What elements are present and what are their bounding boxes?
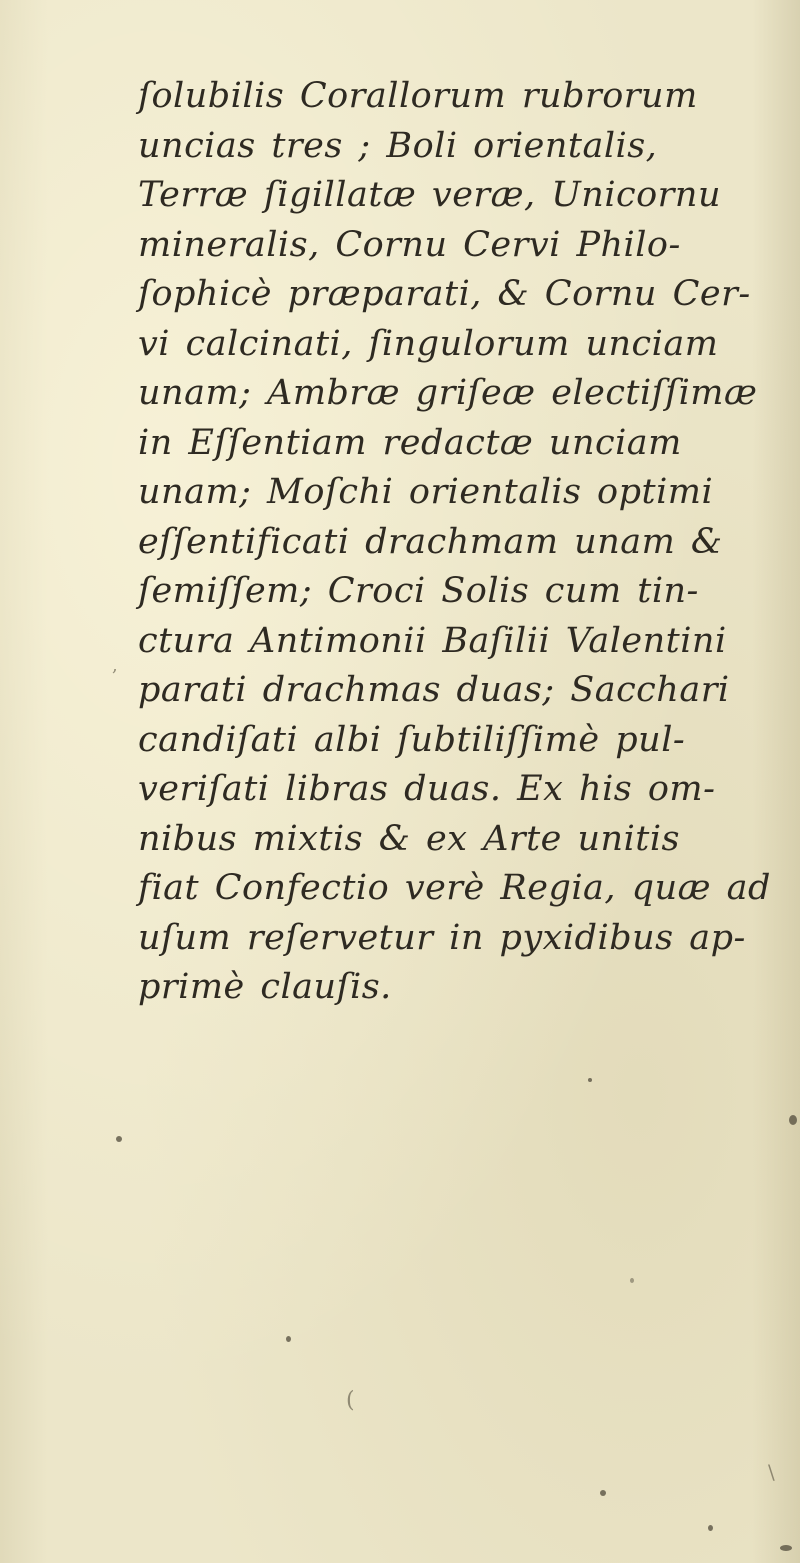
text-line: parati drachmas duas; Sacchari (138, 670, 730, 710)
margin-mark: \ (768, 1460, 775, 1484)
paper-speck (780, 1545, 792, 1551)
text-line: in Eſſentiam redactæ unciam (138, 422, 682, 463)
text-line: ctura Antimonii Baſilii Valentini (138, 620, 727, 661)
text-line: veriſati libras duas. Ex his om- (138, 769, 716, 809)
text-line: vi calcinati, ſingulorum unciam (138, 323, 719, 364)
text-line: uncias tres ; Boli orientalis, (138, 125, 658, 166)
text-line: eſſentificati drachmam unam & (138, 521, 723, 562)
paper-speck (588, 1078, 592, 1082)
text-line: mineralis, Cornu Cervi Philo- (138, 224, 681, 265)
paper-speck (600, 1490, 606, 1496)
text-line: unam; Ambræ griſeæ electiſſimæ (138, 373, 758, 413)
text-line: Terræ ſigillatæ veræ, Unicornu (138, 175, 722, 215)
text-line: ſophicè præparati, & Cornu Cer- (138, 274, 751, 314)
text-line: unam; Moſchi orientalis optimi (138, 472, 714, 512)
margin-mark: ( (346, 1388, 355, 1413)
text-line: primè clauſis. (138, 967, 392, 1007)
margin-mark: , (112, 655, 118, 676)
paper-speck (789, 1115, 797, 1125)
text-line: nibus mixtis & ex Arte unitis (138, 818, 680, 859)
paper-speck (286, 1336, 291, 1342)
paper-speck (116, 1136, 122, 1142)
text-line: candiſati albi ſubtiliſſimè pul- (138, 719, 686, 760)
text-line: uſum reſervetur in pyxidibus ap- (138, 917, 746, 958)
text-line: fiat Confectio verè Regia, quæ ad (138, 868, 771, 908)
text-line: ſolubilis Corallorum rubrorum (138, 76, 698, 116)
text-line: ſemiſſem; Croci Solis cum tin- (138, 571, 699, 611)
paper-speck (708, 1525, 713, 1531)
paper-speck (630, 1278, 634, 1283)
text-block (138, 72, 778, 1013)
